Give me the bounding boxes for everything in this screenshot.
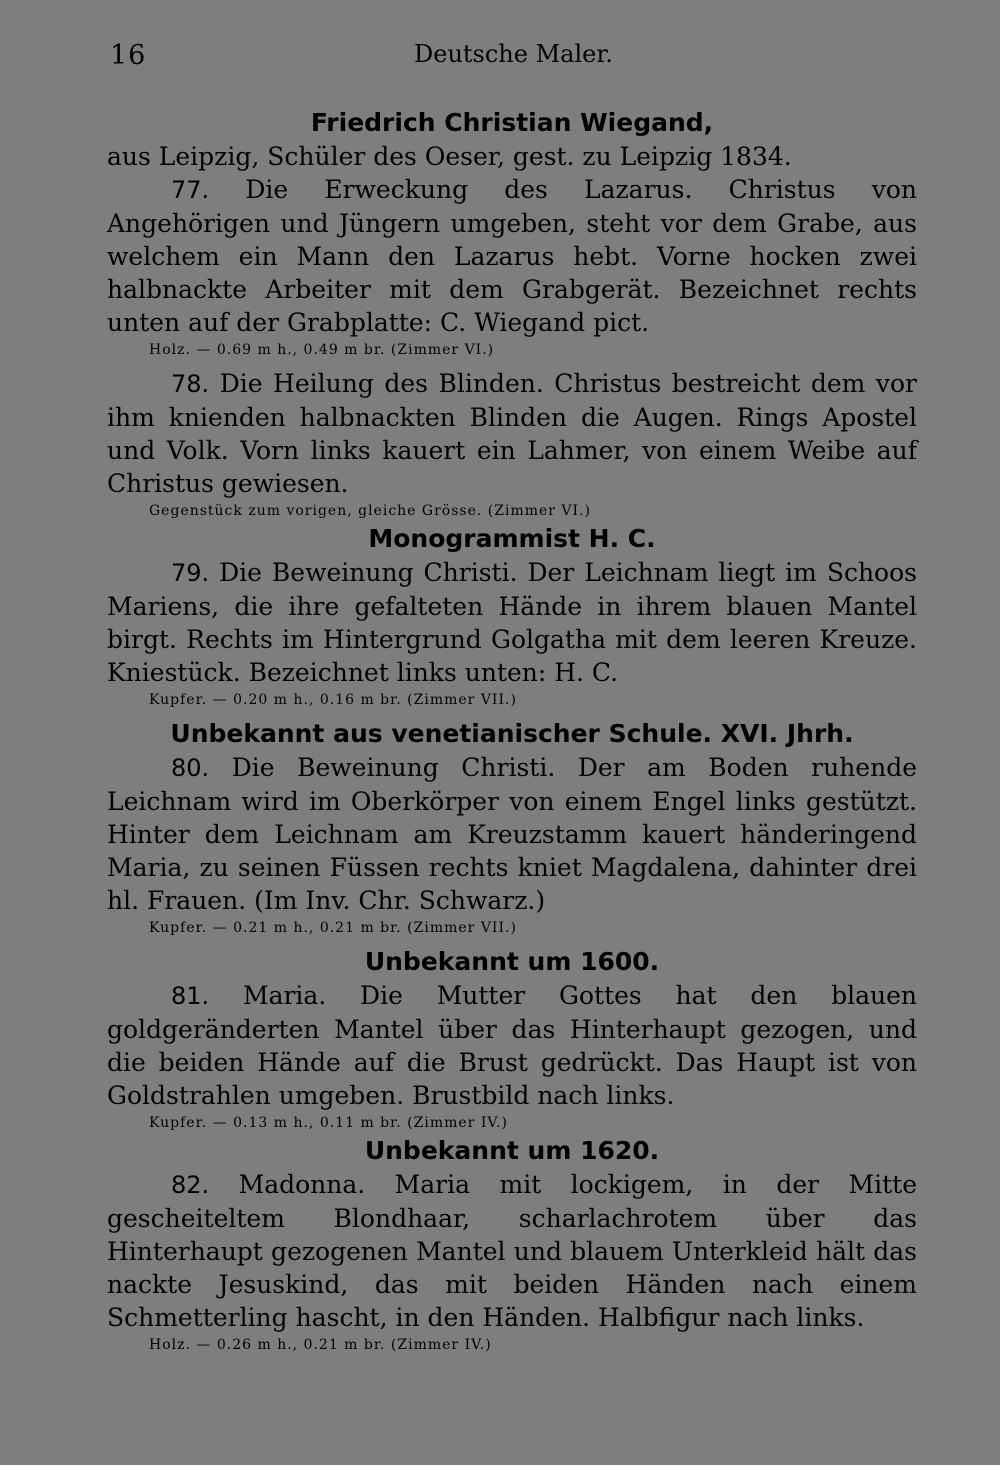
entry-paragraph (107, 979, 917, 1112)
catalog-entry (107, 979, 917, 1134)
entry-description: Die Erweckung des Lazarus. Christus von Angehörigen und Jüngern umgeben, steht vor dem Grabe, aus welchem ein Mann den Lazarus hebt. Vorne hocken zwei halbnackte Arbeiter mit dem Grabgerät. Bezeichnet rechts unten auf der Grabplatte: C. Wiegand pict. (107, 175, 917, 337)
running-head (0, 40, 1000, 74)
entry-number: 78. (171, 370, 210, 398)
artist-section (107, 945, 917, 1134)
catalog-entry (107, 556, 917, 711)
artist-heading: Friedrich Christian Wiegand, (310, 108, 714, 137)
entry-number: 80. (171, 754, 210, 782)
entry-paragraph (107, 1168, 917, 1334)
catalog-body (107, 106, 917, 1356)
artist-biography: aus Leipzig, Schüler des Oeser, gest. zu Leipzig 1834. (107, 142, 792, 171)
entry-number: 77. (171, 176, 210, 204)
entry-number: 81. (171, 982, 210, 1010)
catalog-entry (107, 367, 917, 522)
entry-medium-dimensions: Kupfer. — 0.20 m h., 0.16 m br. (Zimmer VII.) (149, 692, 517, 708)
entry-description: Maria. Die Mutter Gottes hat den blauen goldgeränderten Mantel über das Hinterhaupt gezogen, und die beiden Hände auf die Brust gedrückt. Das Haupt ist von Goldstrahlen umgeben. Brustbild nach links. (107, 981, 917, 1110)
entry-number: 82. (171, 1171, 210, 1199)
catalog-entry (107, 1168, 917, 1356)
entry-medium-dimensions: Kupfer. — 0.21 m h., 0.21 m br. (Zimmer VII.) (149, 920, 517, 936)
artist-heading: Unbekannt aus venetianischer Schule. XVI. Jhrh. (170, 719, 854, 748)
artist-section (107, 717, 917, 939)
artist-section (107, 522, 917, 711)
entry-paragraph (107, 751, 917, 917)
entry-medium-dimensions: Holz. — 0.26 m h., 0.21 m br. (Zimmer IV.) (149, 1337, 492, 1353)
entry-paragraph (107, 556, 917, 689)
entry-paragraph (107, 367, 917, 500)
artist-heading: Unbekannt um 1620. (364, 1136, 660, 1165)
artist-section (107, 1134, 917, 1356)
entry-description: Madonna. Maria mit lockigem, in der Mitte gescheiteltem Blondhaar, scharlachrotem über das Hinterhaupt gezogenen Mantel und blauem Unterkleid hält das nackte Jesuskind, das mit beiden Händen nach einem Schmetterling hascht, in den Händen. Halbfigur nach links. (107, 1170, 917, 1332)
entry-medium-dimensions: Kupfer. — 0.13 m h., 0.11 m br. (Zimmer IV.) (149, 1115, 508, 1131)
entry-description: Die Beweinung Christi. Der am Boden ruhende Leichnam wird im Oberkörper von einem Engel links gestützt. Hinter dem Leichnam am Kreuzstamm kauert händeringend Maria, zu seinen Füssen rechts kniet Magdalena, dahinter drei hl. Frauen. (Im Inv. Chr. Schwarz.) (107, 753, 917, 915)
artist-heading: Monogrammist H. C. (368, 524, 656, 553)
artist-section (107, 106, 917, 522)
entry-number: 79. (171, 559, 210, 587)
entry-medium-dimensions: Holz. — 0.69 m h., 0.49 m br. (Zimmer VI.) (149, 342, 495, 358)
entry-medium-dimensions: Gegenstück zum vorigen, gleiche Grösse. (Zimmer VI.) (149, 503, 591, 519)
catalog-entry (107, 173, 917, 361)
running-title: Deutsche Maler. (414, 40, 613, 68)
page-number: 16 (110, 40, 147, 71)
catalog-entry (107, 751, 917, 939)
entry-description: Die Heilung des Blinden. Christus bestreicht dem vor ihm knienden halbnackten Blinden die Augen. Rings Apostel und Volk. Vorn links kauert ein Lahmer, von einem Weibe auf Christus gewiesen. (107, 369, 917, 498)
artist-heading: Unbekannt um 1600. (364, 947, 660, 976)
entry-paragraph (107, 173, 917, 339)
entry-description: Die Beweinung Christi. Der Leichnam liegt im Schoos Mariens, die ihre gefalteten Hände in ihrem blauen Mantel birgt. Rechts im Hintergrund Golgatha mit dem leeren Kreuze. Kniestück. Bezeichnet links unten: H. C. (107, 558, 917, 687)
